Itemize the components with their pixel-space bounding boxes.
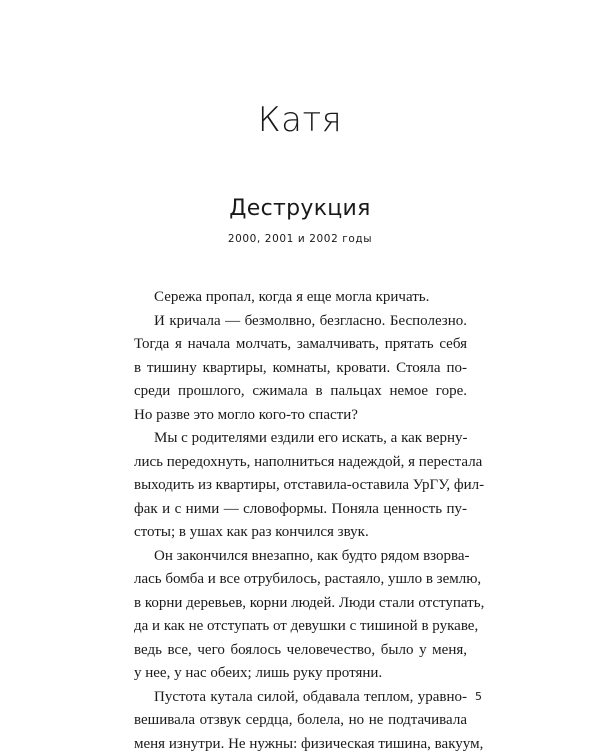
text-line: лись передохнуть, наполниться надеждой, я перестала <box>134 451 467 475</box>
text-line: среди прошлого, сжимала в пальцах немое горе. <box>134 380 467 404</box>
text-line: в корни деревьев, корни людей. Люди стали отступать, <box>134 592 467 616</box>
text-line: да и как не отступать от девушки с тишиной в рукаве, <box>134 615 467 639</box>
text-line: Он закончился внезапно, как будто рядом взорва- <box>134 545 467 569</box>
text-line: Сережа пропал, когда я еще могла кричать. <box>134 286 467 310</box>
section-years: 2000, 2001 и 2002 годы <box>0 233 600 245</box>
text-line: в тишину квартиры, комнаты, кровати. Стояла по- <box>134 357 467 381</box>
text-line: вешивала отзвук сердца, болела, но не подтачивала <box>134 709 467 733</box>
section-title: Деструкция <box>0 196 600 221</box>
text-line: Мы с родителями ездили его искать, а как верну- <box>134 427 467 451</box>
text-line: меня изнутри. Не нужны: физическая тишина, вакуум, <box>134 733 467 756</box>
text-line: Пустота кутала силой, обдавала теплом, уравно- <box>134 686 467 710</box>
text-line: Тогда я начала молчать, замалчивать, прятать себя <box>134 333 467 357</box>
text-line: лась бомба и все отрубилось, растаяло, ушло в землю, <box>134 568 467 592</box>
page-number: 5 <box>462 690 482 703</box>
text-line: у нее, у нас обеих; лишь руку протяни. <box>134 662 467 686</box>
text-line: выходить из квартиры, отставила-оставила УрГУ, фил- <box>134 474 467 498</box>
text-line: И кричала — безмолвно, безгласно. Бесполезно. <box>134 310 467 334</box>
text-line: фак и с ними — словоформы. Поняла ценность пу- <box>134 498 467 522</box>
text-line: Но разве это могло кого-то спасти? <box>134 404 467 428</box>
text-line: ведь все, чего боялось человечество, было у меня, <box>134 639 467 663</box>
text-line: стоты; в ушах как раз кончился звук. <box>134 521 467 545</box>
chapter-title: Катя <box>0 100 600 140</box>
body-text <box>134 286 467 756</box>
